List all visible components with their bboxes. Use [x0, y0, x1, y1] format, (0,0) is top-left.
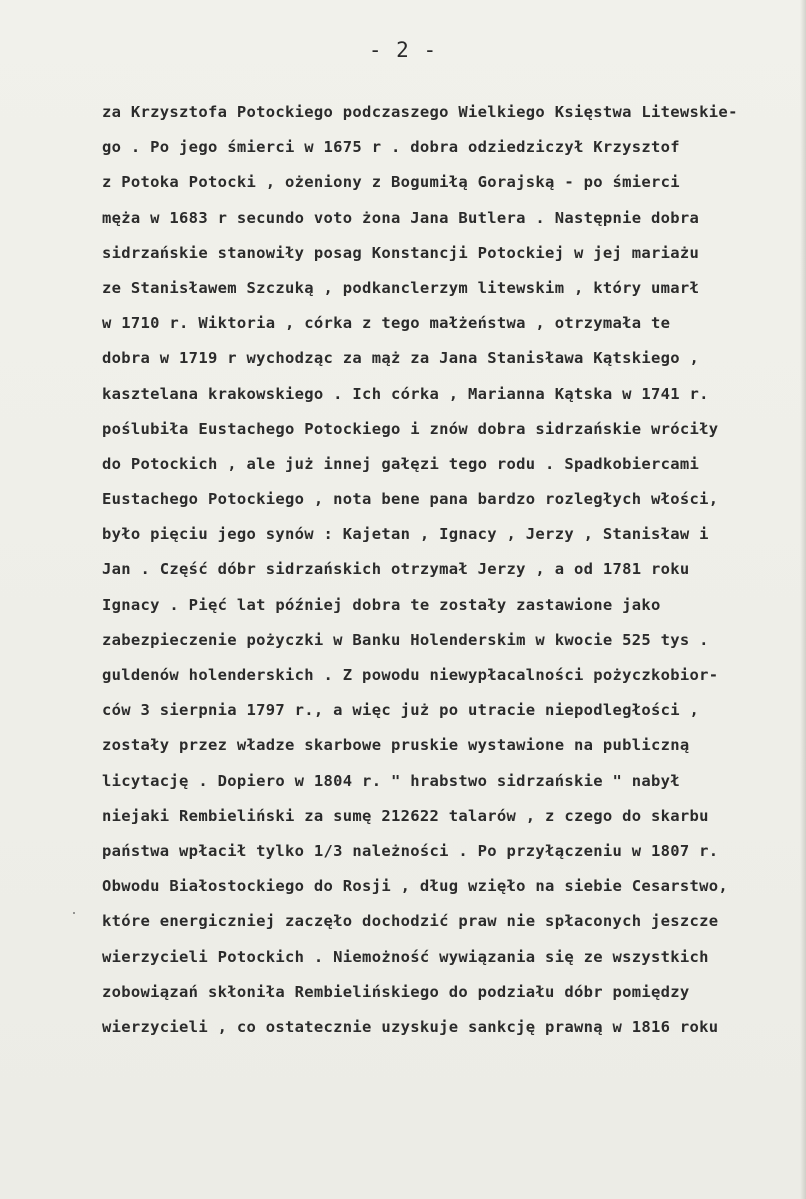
text-line: kasztelana krakowskiego . Ich córka , Marianna Kątska w 1741 r.: [102, 384, 709, 403]
text-line: w 1710 r. Wiktoria , córka z tego małżeństwa , otrzymała te: [102, 314, 671, 333]
text-line: licytację . Dopiero w 1804 r. " hrabstwo sidrzańskie " nabył: [102, 771, 680, 790]
text-line: dobra w 1719 r wychodząc za mąż za Jana Stanisława Kątskiego ,: [102, 349, 700, 368]
text-line: zobowiązań skłoniła Rembielińskiego do podziału dóbr pomiędzy: [102, 982, 690, 1001]
text-line: z Potoka Potocki , ożeniony z Bogumiłą Gorajską - po śmierci: [102, 173, 680, 192]
text-line: ców 3 sierpnia 1797 r., a więc już po utracie niepodległości ,: [102, 701, 700, 720]
text-line: poślubiła Eustachego Potockiego i znów dobra sidrzańskie wróciły: [102, 419, 719, 438]
text-line: go . Po jego śmierci w 1675 r . dobra odziedziczył Krzysztof: [102, 138, 680, 157]
text-line: państwa wpłacił tylko 1/3 należności . Po przyłączeniu w 1807 r.: [102, 841, 719, 860]
text-line: wierzycieli Potockich . Niemożność wywiązania się ze wszystkich: [102, 947, 709, 966]
text-line: zabezpieczenie pożyczki w Banku Holenderskim w kwocie 525 tys .: [102, 630, 709, 649]
text-line: męża w 1683 r secundo voto żona Jana Butlera . Następnie dobra: [102, 208, 700, 227]
text-line: było pięciu jego synów : Kajetan , Ignacy , Jerzy , Stanisław i: [102, 525, 709, 544]
text-line: Eustachego Potockiego , nota bene pana bardzo rozległych włości,: [102, 490, 719, 509]
page-number: - 2 -: [368, 38, 438, 62]
text-line: Jan . Część dóbr sidrzańskich otrzymał Jerzy , a od 1781 roku: [102, 560, 690, 579]
text-line: Obwodu Białostockiego do Rosji , dług wzięło na siebie Cesarstwo,: [102, 877, 729, 896]
text-line: które energiczniej zaczęło dochodzić praw nie spłaconych jeszcze: [102, 912, 719, 931]
text-line: sidrzańskie stanowiły posag Konstancji Potockiej w jej mariażu: [102, 243, 700, 262]
text-line: do Potockich , ale już innej gałęzi tego rodu . Spadkobiercami: [102, 454, 700, 473]
text-line: zostały przez władze skarbowe pruskie wystawione na publiczną: [102, 736, 690, 755]
page-edge-shadow: [800, 0, 806, 1199]
body-text: [102, 95, 782, 1045]
text-line: niejaki Rembieliński za sumę 212622 talarów , z czego do skarbu: [102, 806, 709, 825]
text-line: wierzycieli , co ostatecznie uzyskuje sankcję prawną w 1816 roku: [102, 1017, 719, 1036]
text-line: za Krzysztofa Potockiego podczaszego Wielkiego Księstwa Litewskie-: [102, 103, 738, 121]
text-line: guldenów holenderskich . Z powodu niewypłacalności pożyczkobior-: [102, 666, 719, 684]
paper-speck: [73, 912, 75, 914]
text-line: ze Stanisławem Szczuką , podkanclerzym litewskim , który umarł: [102, 278, 700, 297]
text-line: Ignacy . Pięć lat później dobra te zostały zastawione jako: [102, 595, 661, 614]
